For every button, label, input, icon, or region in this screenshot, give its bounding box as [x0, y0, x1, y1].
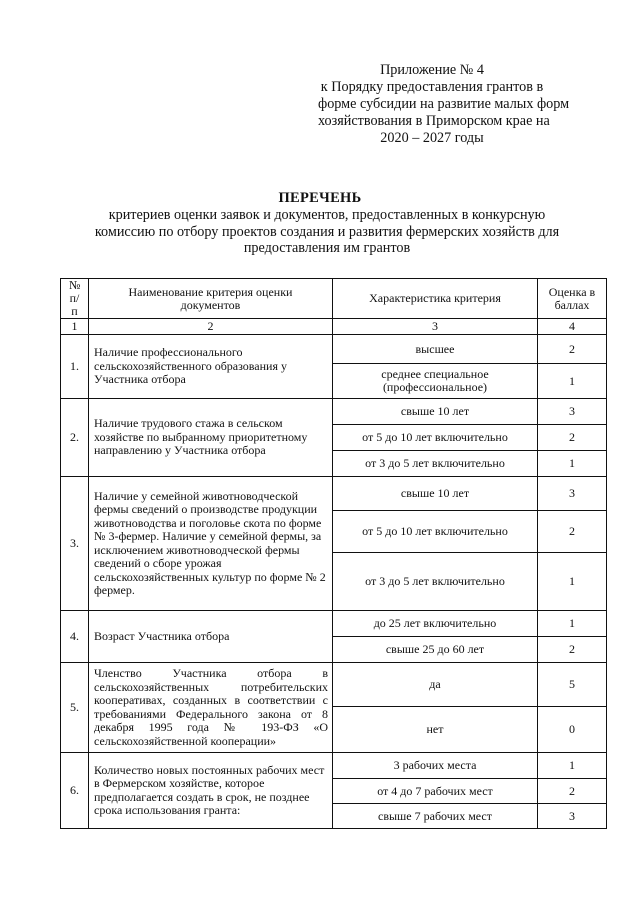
score-cell: 1 [538, 364, 607, 399]
characteristic-cell: от 3 до 5 лет включительно [333, 553, 538, 611]
characteristic-cell: 3 рабочих места [333, 753, 538, 779]
characteristic-cell: нет [333, 707, 538, 753]
appendix-line: хозяйствования в Приморском крае на [318, 113, 550, 129]
document-subtitle [78, 207, 576, 257]
characteristic-cell: до 25 лет включительно [333, 611, 538, 637]
row-number: 2. [61, 399, 89, 477]
score-cell: 2 [538, 637, 607, 663]
appendix-line: Приложение № 4 [380, 62, 484, 78]
characteristic-cell: от 3 до 5 лет включительно [333, 451, 538, 477]
characteristic-cell: высшее [333, 335, 538, 364]
header-criterion: Наименование критерия оценки документов [89, 279, 333, 319]
column-number-row [61, 319, 607, 335]
column-number: 2 [89, 319, 333, 335]
score-cell: 5 [538, 663, 607, 707]
criteria-table [60, 278, 607, 829]
row-number: 3. [61, 477, 89, 611]
score-cell: 1 [538, 553, 607, 611]
criterion-name: Членство Участника отбора в сельскохозяйственных потребительских кооперативах, созданных в соответствии с требованиями Федерального закона от 8 декабря 1995 года № 193-ФЗ «О сельскохозяйственной кооперации» [89, 663, 333, 753]
score-cell: 2 [538, 425, 607, 451]
characteristic-cell: свыше 10 лет [333, 477, 538, 511]
appendix-note [318, 62, 570, 147]
score-cell: 1 [538, 753, 607, 779]
table-row [61, 611, 607, 637]
characteristic-cell: да [333, 663, 538, 707]
score-cell: 1 [538, 451, 607, 477]
characteristic-cell: от 4 до 7 рабочих мест [333, 779, 538, 804]
score-cell: 3 [538, 804, 607, 829]
subtitle-line: предоставления им грантов [243, 240, 411, 256]
appendix-line: к Порядку предоставления грантов в [320, 79, 544, 95]
column-number: 4 [538, 319, 607, 335]
score-cell: 3 [538, 477, 607, 511]
row-number: 5. [61, 663, 89, 753]
header-characteristic: Характеристика критерия [333, 279, 538, 319]
characteristic-cell: свыше 7 рабочих мест [333, 804, 538, 829]
characteristic-cell: от 5 до 10 лет включительно [333, 425, 538, 451]
row-number: 6. [61, 753, 89, 829]
score-cell: 0 [538, 707, 607, 753]
table-row [61, 753, 607, 779]
criterion-name: Количество новых постоянных рабочих мест в Фермерском хозяйстве, которое предполагается создать в срок, не позднее срока использования гранта: [89, 753, 333, 829]
score-cell: 2 [538, 511, 607, 553]
criterion-name: Наличие у семейной животноводческой фермы сведений о производстве продукции животноводства и поголовье скота по форме № 3-фермер. Наличие у семейной фермы, за исключением животноводческой фермы сведений о сборе урожая сельскохозяйственных культур по форме № 2 фермер. [89, 477, 333, 611]
header-row [61, 279, 607, 319]
score-cell: 3 [538, 399, 607, 425]
characteristic-cell: свыше 10 лет [333, 399, 538, 425]
criterion-name: Наличие профессионального сельскохозяйственного образования у Участника отбора [89, 335, 333, 399]
table-row [61, 335, 607, 364]
criterion-name: Наличие трудового стажа в сельском хозяйстве по выбранному приоритетному направлению у Участника отбора [89, 399, 333, 477]
score-cell: 2 [538, 779, 607, 804]
table-row [61, 399, 607, 425]
table-row [61, 663, 607, 707]
row-number: 4. [61, 611, 89, 663]
column-number: 3 [333, 319, 538, 335]
header-num: № п/п [61, 279, 89, 319]
row-number: 1. [61, 335, 89, 399]
criterion-name: Возраст Участника отбора [89, 611, 333, 663]
appendix-line: форме субсидии на развитие малых форм [318, 96, 570, 112]
document-title: ПЕРЕЧЕНЬ [278, 190, 362, 206]
subtitle-line: критериев оценки заявок и документов, предоставленных в конкурсную [108, 207, 546, 223]
score-cell: 2 [538, 335, 607, 364]
characteristic-cell: от 5 до 10 лет включительно [333, 511, 538, 553]
table-row [61, 477, 607, 511]
characteristic-cell: свыше 25 до 60 лет [333, 637, 538, 663]
subtitle-line: комиссию по отбору проектов создания и развития фермерских хозяйств для [94, 223, 560, 240]
column-number: 1 [61, 319, 89, 335]
characteristic-cell: среднее специальное (профессиональное) [333, 364, 538, 399]
appendix-line: 2020 – 2027 годы [380, 130, 484, 146]
header-score: Оценка в баллах [538, 279, 607, 319]
score-cell: 1 [538, 611, 607, 637]
